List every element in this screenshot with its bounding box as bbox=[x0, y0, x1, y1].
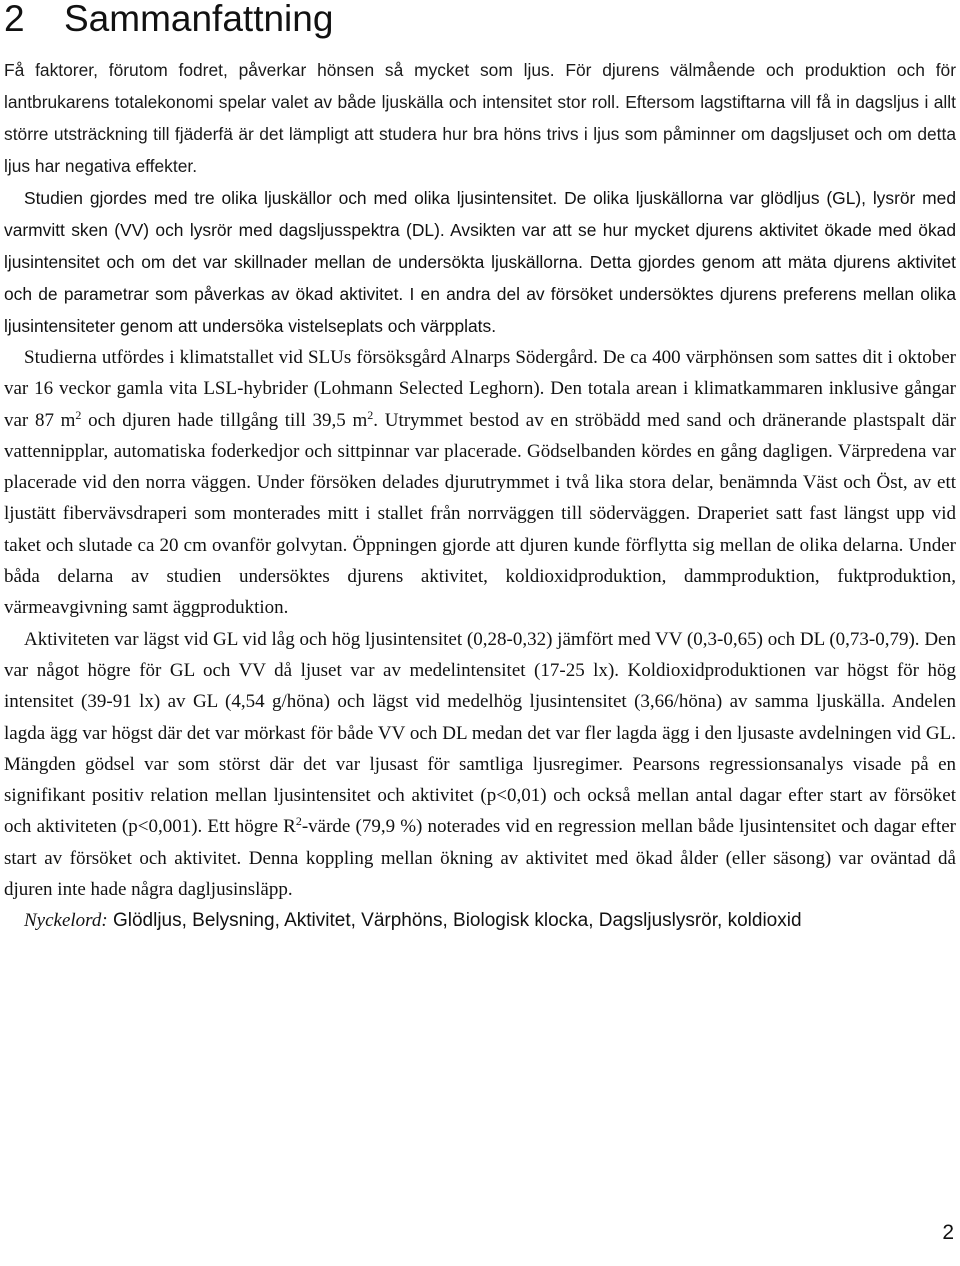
section-heading bbox=[4, 0, 333, 42]
body-text bbox=[4, 182, 956, 937]
paragraph-methods-part-3: . Utrymmet bestod av en ströbädd med sand och dränerande plastspalt där vattennipplar, automatiska foderkedjor och sittpinnar var placerade. Gödselbanden kördes en gång dagligen. Värpredena var placerade vid den norra väggen. Under försöken delades djurutrymmet i två lika stora delar, benämnda Väst och Öst, av ett ljustätt fibervävsdraperi som monterades mitt i stallet från norrväggen till söderväggen. Draperiet satt fast längst upp vid taket och slutade ca 20 cm ovanför golvytan. Öppningen gjorde att djuren kunde förflytta sig mellan de olika delarna. Under båda delarna av studien undersöktes djurens aktivitet, koldioxidproduktion, dammproduktion, fuktproduktion, värmeavgivning samt äggproduktion. bbox=[4, 409, 957, 619]
page-number: 2 bbox=[942, 1221, 954, 1244]
keywords-line bbox=[4, 905, 956, 936]
paragraph-results-part-1: Aktiviteten var lägst vid GL vid låg och hög ljusintensitet (0,28-0,32) jämfört med VV (0,3-0,65) och DL (0,73-0,79). Den var något högre för GL och VV då ljuset var av medelintensitet (17-25 lx). Koldioxidproduktionen var högst för hög intensitet (39-91 lx) av GL (4,54 g/höna) och lägst vid medelhög ljusintensitet (3,66/höna) av samma ljuskälla. Andelen lagda ägg var högst där det var mörkast för både VV och DL medan det var fler lagda ägg i den ljusaste avdelningen vid GL. Mängden gödsel var som störst där det var ljusast för samtliga ljusregimer. Pearsons regressionsanalys visade på en signifikant positiv relation mellan ljusintensitet och aktivitet (p<0,01) och också mellan antal dagar efter start av försöket och aktiviteten (p<0,001). Ett högre R bbox=[4, 628, 956, 838]
superscript-r-squared: 2 bbox=[295, 814, 302, 829]
paragraph-methods-part-2: och djuren hade tillgång till 39,5 m bbox=[81, 409, 368, 431]
paragraph-results bbox=[4, 624, 956, 906]
intro-paragraph: Få faktorer, förutom fodret, påverkar hönsen så mycket som ljus. För djurens välmående och produktion och för lantbrukarens totalekonomi spelar valet av både ljuskälla och intensitet stor roll. Eftersom lagstiftarna vill få in dagsljus i allt större utsträckning till fjäderfä är det lämpligt att studera hur bra höns trivs i ljus som påminner om dagsljuset och om detta ljus har negativa effekter. bbox=[4, 60, 956, 176]
paragraph-methods bbox=[4, 342, 956, 624]
paragraph-results-part-2: -värde (79,9 %) noterades vid en regression mellan både ljusintensitet och dagar efter start av försöket och aktivitet. Denna koppling mellan ökning av aktivitet med ökad ålder (eller säsong) var oväntad då djuren inte hade några dagljusinsläpp. bbox=[4, 816, 957, 901]
superscript-square-1: 2 bbox=[75, 407, 82, 422]
keywords-label: Nyckelord: bbox=[24, 910, 108, 932]
superscript-square-2: 2 bbox=[367, 407, 374, 422]
paragraph-study-design: Studien gjordes med tre olika ljuskällor och med olika ljusintensitet. De olika ljuskällorna var glödljus (GL), lysrör med varmvitt sken (VV) och lysrör med dagsljusspektra (DL). Avsikten var att se hur mycket djurens aktivitet ökade med ökad ljusintensitet och om det var skillnader mellan de undersökta ljuskällorna. Detta gjordes genom att mäta djurens aktivitet och de parametrar som påverkas av ökad aktivitet. I en andra del av försöket undersöktes djurens preferens mellan olika ljusintensiteter genom att undersöka vistelseplats och värpplats. bbox=[4, 188, 956, 336]
section-title: Sammanfattning bbox=[64, 0, 334, 39]
keywords-list: Glödljus, Belysning, Aktivitet, Värphöns, Biologisk klocka, Dagsljuslysrör, koldioxid bbox=[107, 910, 802, 932]
section-number: 2 bbox=[4, 0, 25, 39]
paragraph-methods-part-1: Studierna utfördes i klimatstallet vid SLUs försöksgård Alnarps Södergård. De ca 400 värphönsen som sattes dit i oktober var 16 veckor gamla vita LSL-hybrider (Lohmann Selected Leghorn). Den totala arean i klimatkammaren inklusive gångar var 87 m bbox=[4, 347, 956, 431]
